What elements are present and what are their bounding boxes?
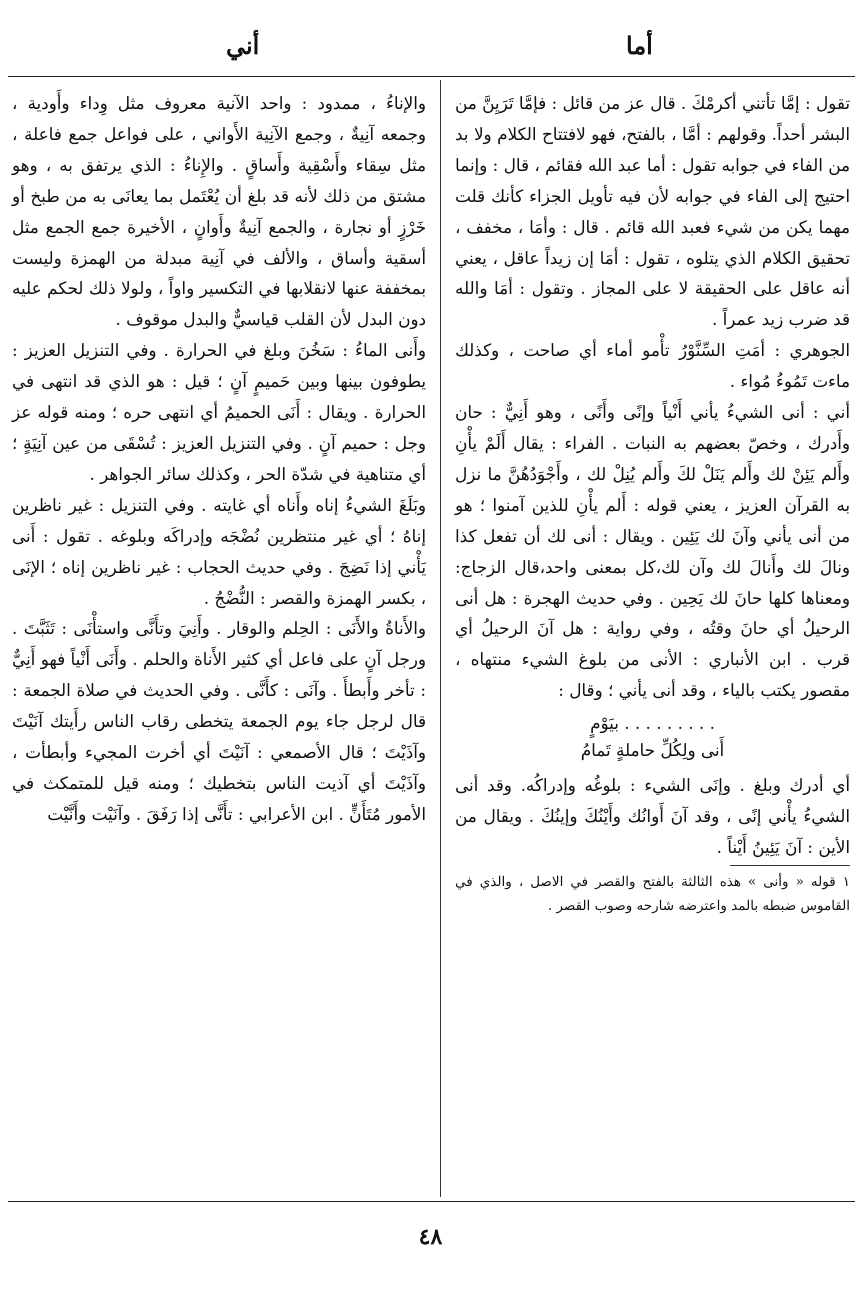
column-divider xyxy=(440,80,441,1197)
verse xyxy=(455,706,850,770)
header-rule xyxy=(8,76,855,77)
footnote-rule xyxy=(730,865,850,866)
paragraph-inaa: والإناءُ ، ممدود : واحد الآنية معروف مثل وِداء وأَودية ، وجمعه آنِيةٌ ، وجمع الآنِية الأَواني ، على فواعل جمع فاعلة ، مثل سِقاء وأَسْقِية وأَساقٍ . والإِناءُ : الذي يرتفق به ، وهو مشتق من ذلك لأنه قد بلغ أن يُعْتَمل بما يعانَى به من طبخ أو خَرْزٍ أو نجارة ، والجمع آنِيةٌ وأَوانٍ ، الأخيرة جمع الجمع مثل أسقية وأساق ، والألف في آنِية مبدلة من الهمزة وليست بمخففة عنها لانقلابها في التكسير واواً ، ولولا ذلك لحكم عليه دون البدل لأن القلب قياسيٌّ والبدل موقوف . xyxy=(12,93,426,330)
paragraph-after-verse: أي أدرك وبلغ . وإنَى الشيء : بلوغُه وإدراكُه. وقد أنى الشيءُ يأْني إنًى ، وقد آنَ أَوانُك وأَيْنُكَ وإينُكَ . ويقال من الأين : آنَ يَئِينُ أَيْناً . xyxy=(455,775,850,857)
verse-line-1: . . . . . . . . . بيَوْمٍ xyxy=(590,713,715,734)
right-column xyxy=(455,88,850,918)
verse-line-2: أَنى ولِكُلِّ حاملةٍ تَمامُ xyxy=(580,740,725,761)
paragraph-inah: وبَلَغَ الشيءُ إناه وأَناه أي غايته . وفي التنزيل : غير ناظرين إناهُ ؛ أي غير منتظرين نُضْجَه وإدراكَه وبلوغه . تقول : أَنى يَأْني إذا نَضِجَ . وفي حديث الحجاب : غير ناظرين إناه ؛ الإنَى ، بكسر الهمزة والقصر : النُّضْجُ . xyxy=(12,494,426,608)
page-number: ٤٨ xyxy=(418,1224,443,1250)
paragraph-hamim: وأَنى الماءُ : سَخُنَ وبلغ في الحرارة . وفي التنزيل العزيز : يطوفون بينها وبين حَميمٍ آنٍ ؛ قيل : هو الذي قد انتهى في الحرارة . ويقال : أَنَى الحميمُ أي انتهى حره ؛ ومنه قوله عز وجل : حميم آنٍ . وفي التنزيل العزيز : تُسْقَى من عين آنِيَةٍ ؛ أي متناهية في شدّة الحر ، وكذلك سائر الجواهر . xyxy=(12,340,426,484)
running-header-left: أني xyxy=(226,31,260,60)
footnote: ١ قوله « وأنى » هذه الثالثة بالفتح والقصر في الاصل ، والذي في القاموس ضبطه بالمد واعترضه شارحه وصوب القصر . xyxy=(455,873,850,914)
left-column xyxy=(12,88,426,830)
footer-rule xyxy=(8,1201,855,1202)
paragraph-entry-ani: أني : أنى الشيءُ يأني أَنْياً وإنًى وأَنًى ، وهو أَنِيٌّ : حان وأَدرك ، وخصّ بعضهم به النبات . الفراء : يقال أَلَمْ يأْنِ وأَلم يَئِنْ لك وأَلم يَنَلْ لكَ وأَلم يُنِلْ لك ، وأَجْوَدُهُنَّ ما نزل به القرآن العزيز ، يعني قوله : أَلم يأْنِ للذين آمنوا ؛ هو من أنى يأني وآنَ لك يَئِين . ويقال : أنى لك أن تفعل كذا ونالَ لك وأَنالَ لك وآن لك،كل بمعنى واحد،قال الزجاج: ومعناها كلها حانَ لك يَحِين . وفي حديث الهجرة : هل أنى الرحيلُ أي حانَ وقتُه ، وفي رواية : هل آنَ الرحيلُ أي قرب . ابن الأنباري : الأنى من بلوغ الشيء منتهاه ، مقصور يكتب بالياء ، وقد أنى يأني ؛ وقال : xyxy=(455,402,850,701)
paragraph-jawhari: الجوهري : أمَتِ السِّنَّوْرُ تأْمو أماء أي صاحت ، وكذلك ماءت تَمُوءُ مُواء . xyxy=(455,340,850,392)
paragraph-amma: تقول : إمَّا تأتني أكرمْكَ . قال عز من قائل : فإمَّا تَرَيِنَّ من البشر أحداً. وقولهم : أمَّا ، بالفتح، فهو لافتتاح الكلام ولا بد من الفاء في جوابه تقول : أما عبد الله فقائم ، قال : وإنما احتيج إلى الفاء في جوابه لأن فيه تأويل الجزاء كأنك قلت مهما يكن من شيء فعبد الله قائم . قال : وأمَا ، مخفف ، تحقيق الكلام الذي يتلوه ، تقول : أمَا إن زيداً عاقل ، يعني أنه عاقل على الحقيقة لا على المجاز . وتقول : أمَا والله قد ضرب زيد عمراً . xyxy=(455,93,850,330)
running-header-right: أما xyxy=(626,31,653,60)
paragraph-anah: والأَناةُ والأَنَى : الحِلم والوقار . وأَنِيَ وتأَنَّى واستأْنَى : تَثَبَّتَ . ورجل آنٍ على فاعل أي كثير الأَناة والحلم . وأَنَى أَنْياً فهو أَنِيٌّ : تأخر وأَبطأَ . وآنَى : كأَنَّى . وفي الحديث في صلاة الجمعة : قال لرجل جاء يوم الجمعة يتخطى رقاب الناس رأَيتك آنَيْتَ وآذَيْتَ ؛ قال الأصمعي : آنَيْتَ أي أخرت المجيء وأبطأت ، وآذَيْتَ أي آذيت الناس بتخطيك ؛ ومنه قيل للمتمكث في الأمور مُتَأَنٍّ . ابن الأعرابي : تأَنَّى إذا رَفَقَ . وآنَيْت وأَنَّيْت xyxy=(12,618,426,824)
